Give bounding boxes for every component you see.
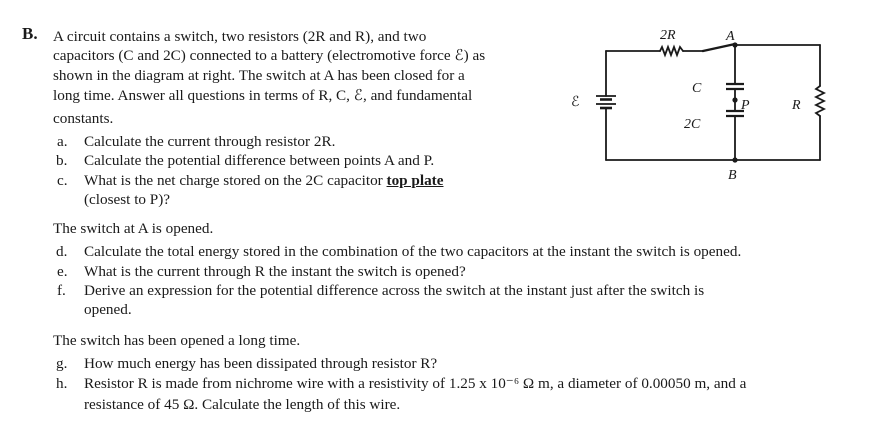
question-c-text-before: What is the net charge stored on the 2C capacitor xyxy=(84,172,387,189)
question-h-marker: h. xyxy=(56,375,68,392)
question-a-text: Calculate the current through resistor 2R. xyxy=(84,133,336,150)
question-d-marker: d. xyxy=(56,243,68,260)
question-c-emphasis: top plate xyxy=(386,172,444,189)
question-a-marker: a. xyxy=(57,133,68,150)
intro-line-5: constants. xyxy=(53,110,114,127)
section-label: B. xyxy=(22,24,38,43)
question-e-text: What is the current through R the instant the switch is opened? xyxy=(84,263,466,280)
label-2C: 2C xyxy=(684,117,701,132)
question-b-text: Calculate the potential difference between points A and P. xyxy=(84,152,435,169)
node-P xyxy=(732,97,737,102)
question-c-marker: c. xyxy=(57,172,68,189)
question-c-text-cont: (closest to P)? xyxy=(84,191,171,208)
long-time-intro: The switch has been opened a long time. xyxy=(53,332,301,349)
label-P: P xyxy=(741,98,750,113)
intro-line-1: A circuit contains a switch, two resistors (2R and R), and two xyxy=(53,28,427,45)
intro-line-4: long time. Answer all questions in terms of R, C, ℰ, and fundamental xyxy=(53,87,473,104)
label-emf: ℰ xyxy=(571,95,580,110)
label-R: R xyxy=(792,98,801,113)
switch-opened-intro: The switch at A is opened. xyxy=(53,220,214,237)
question-b-marker: b. xyxy=(56,152,68,169)
question-f-text-cont: opened. xyxy=(84,301,132,318)
label-A: A xyxy=(726,29,735,44)
resistor-2R xyxy=(660,47,683,55)
question-g-marker: g. xyxy=(56,355,68,372)
intro-line-3: shown in the diagram at right. The switch at A has been closed for a xyxy=(53,67,465,84)
switch-arm xyxy=(703,44,735,51)
question-f-marker: f. xyxy=(57,282,66,299)
question-f-text: Derive an expression for the potential difference across the switch at the instant just after the switch is xyxy=(84,282,705,299)
question-e-marker: e. xyxy=(57,263,68,280)
question-g-text: How much energy has been dissipated through resistor R? xyxy=(84,355,438,372)
label-2R: 2R xyxy=(660,28,676,43)
label-C: C xyxy=(692,81,702,96)
question-h-text: Resistor R is made from nichrome wire with a resistivity of 1.25 x 10⁻⁶ Ω m, a diameter of 0.00050 m, and a xyxy=(84,375,747,392)
question-d-text: Calculate the total energy stored in the combination of the two capacitors at the instant the switch is opened. xyxy=(84,243,742,260)
label-B: B xyxy=(728,168,737,183)
resistor-R xyxy=(816,86,824,116)
question-h-text-cont: resistance of 45 Ω. Calculate the length of this wire. xyxy=(84,396,401,413)
intro-line-2: capacitors (C and 2C) connected to a battery (electromotive force ℰ) as xyxy=(53,47,486,64)
node-B xyxy=(732,157,737,162)
